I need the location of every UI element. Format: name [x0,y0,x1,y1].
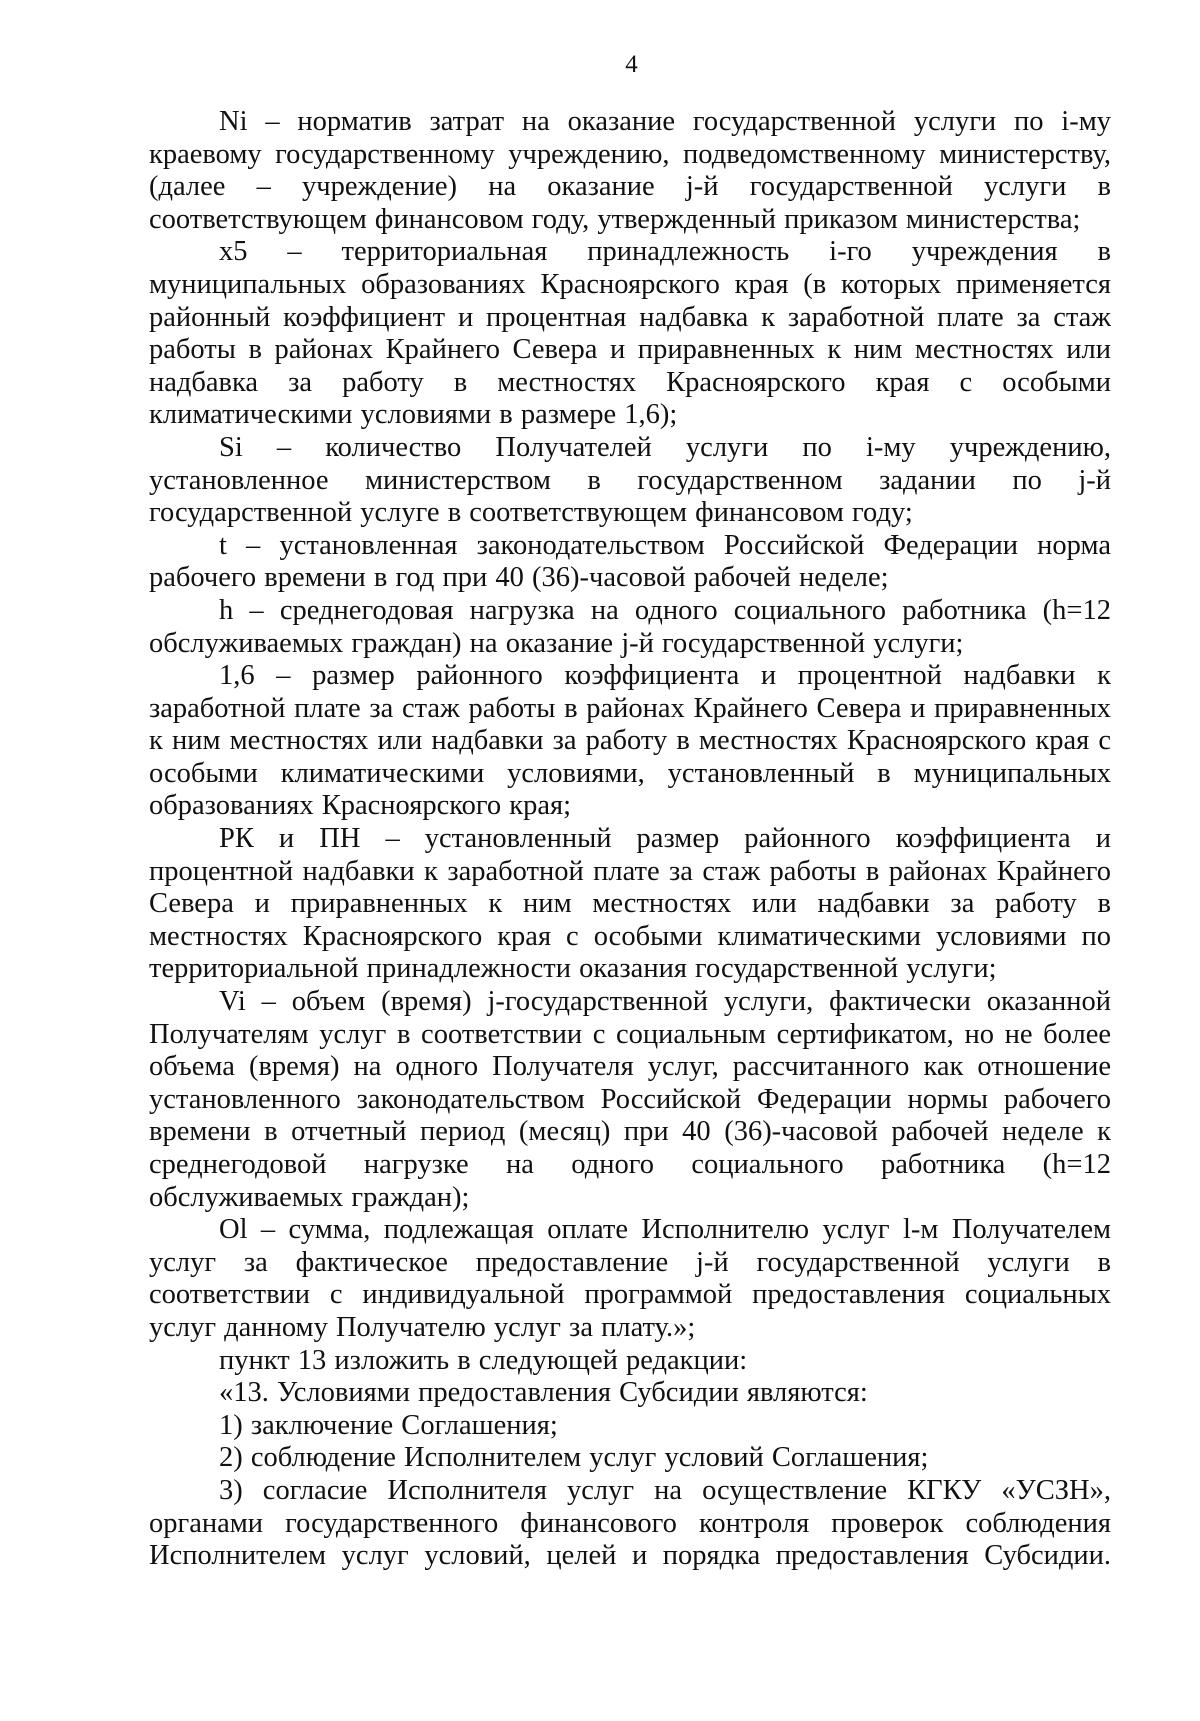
paragraph-x5-definition: x5 – территориальная принадлежность i-го учреждения в муниципальных образованиях Красноярского края (в которых применяется районный коэффициент и процентная надбавка к заработной плате за стаж работы в районах Крайнего Севера и приравненных к ним местностях или надбавка за работу в местностях Красноярского края с особыми климатическими условиями в размере 1,6); [149,236,1111,431]
paragraph-coefficient-1-6: 1,6 – размер районного коэффициента и процентной надбавки к заработной плате за стаж работы в районах Крайнего Севера и приравненных к ним местностях или надбавки за работу в местностях Красноярского края с особыми климатическими условиями, установленный в муниципальных образованиях Красноярского края; [149,660,1111,822]
paragraph-ol-definition: Ol – сумма, подлежащая оплате Исполнителю услуг l-м Получателем услуг за фактическое предоставление j-й государственной услуги в соответствии с индивидуальной программой предоставления социальных услуг данному Получателю услуг за плату.»; [149,1214,1111,1343]
paragraph-t-definition: t – установленная законодательством Российской Федерации норма рабочего времени в год при 40 (36)-часовой рабочей неделе; [149,529,1111,594]
list-item-condition-1: 1) заключение Соглашения; [219,1409,558,1441]
document-body [149,106,1111,1573]
paragraph-rk-pn-definition: РК и ПН – установленный размер районного коэффициента и процентной надбавки к заработной плате за стаж работы в районах Крайнего Севера и приравненных к ним местностях или надбавки за работу в местностях Красноярского края с особыми климатическими условиями по территориальной принадлежности оказания государственной услуги; [149,823,1111,985]
list-item-condition-3: 3) согласие Исполнителя услуг на осуществление КГКУ «УСЗН», органами государственного финансового контроля проверок соблюдения Исполнителем услуг условий, целей и порядка предоставления Субсидии. [149,1474,1111,1572]
paragraph-vi-definition: Vi – объем (время) j-государственной услуги, фактически оказанной Получателям услуг в соответствии с социальным сертификатом, но не более объема (время) на одного Получателя услуг, рассчитанного как отношение установленного законодательством Российской Федерации нормы рабочего времени в отчетный период (месяц) при 40 (36)-часовой рабочей неделе к среднегодовой нагрузке на одного социального работника (h=12 обслуживаемых граждан); [149,986,1111,1213]
paragraph-si-definition: Si – количество Получателей услуги по i-му учреждению, установленное министерством в государственном задании по j-й государственной услуге в соответствующем финансовом году; [149,431,1111,529]
paragraph-clause-13-heading: «13. Условиями предоставления Субсидии являются: [219,1377,868,1409]
list-item-condition-2: 2) соблюдение Исполнителем услуг условий Соглашения; [219,1442,929,1474]
page-number: 4 [625,51,638,78]
paragraph-ni-definition: Ni – норматив затрат на оказание государственной услуги по i-му краевому государственному учреждению, подведомственному министерству, (далее – учреждение) на оказание j-й государственной услуги в соответствующем финансовом году, утвержденный приказом министерства; [149,106,1111,235]
paragraph-clause-13-intro: пункт 13 изложить в следующей редакции: [219,1344,748,1376]
paragraph-h-definition: h – среднегодовая нагрузка на одного социального работника (h=12 обслуживаемых граждан) на оказание j-й государственной услуги; [149,594,1111,659]
